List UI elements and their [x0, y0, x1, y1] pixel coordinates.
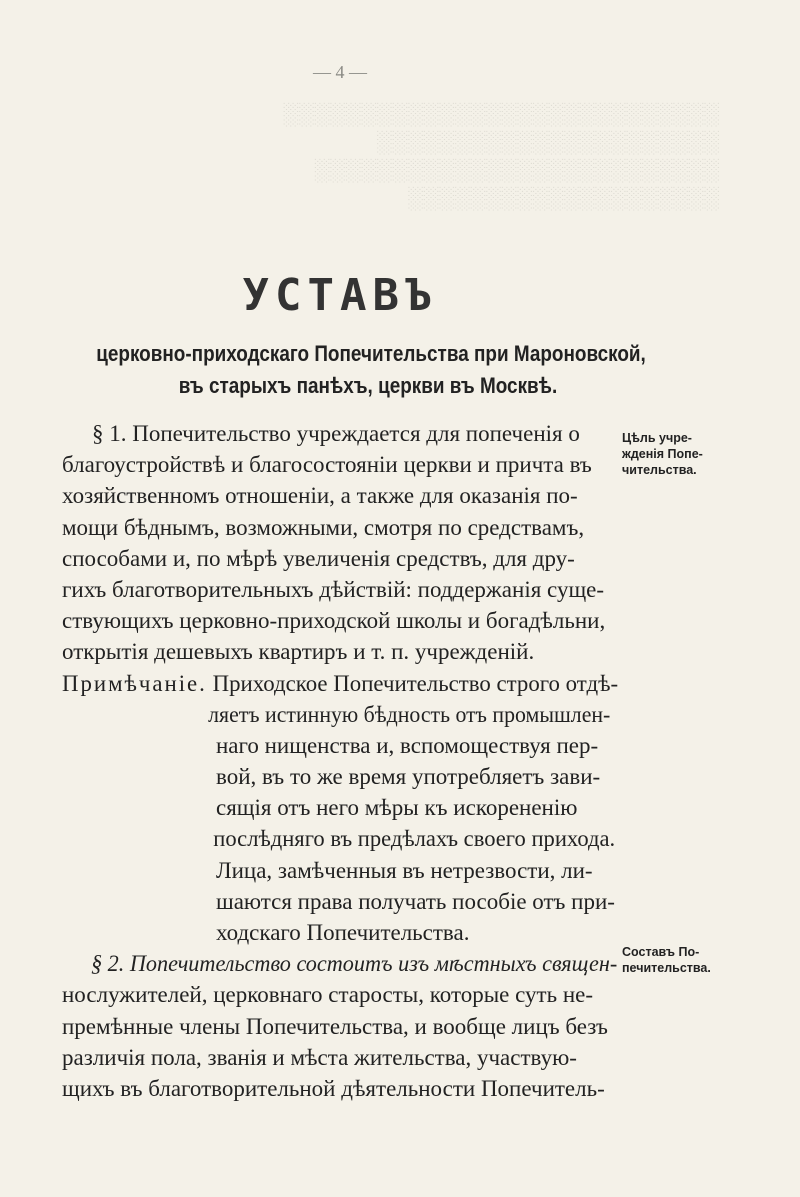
section1-line: ствующихъ церковно-приходской школы и богадѣльни,: [62, 608, 606, 634]
section2-line: § 2. Попечительство состоитъ изъ мѣстныхъ священ-: [90, 951, 618, 977]
note-first-line: [62, 668, 619, 699]
subtitle-line: церковно-приходскаго Попечительства при Мароновской,: [96, 341, 646, 366]
document-title: УСТАВЪ: [242, 270, 438, 321]
margin-note-composition: [622, 944, 722, 976]
subtitle-line: въ старыхъ панѣхъ, церкви въ Москвѣ.: [178, 373, 558, 398]
section1-line: мощи бѣднымъ, возможными, смотря по средствамъ,: [62, 514, 585, 540]
section2-line: щихъ въ благотворительной дѣятельности Попечитель-: [62, 1075, 605, 1101]
note-label: Примѣчаніе.: [62, 670, 207, 696]
section1-line: способами и, по мѣрѣ увеличенія средствъ, для дру-: [62, 545, 575, 571]
section1-line: § 1. Попечительство учреждается для попеченія о: [92, 421, 580, 446]
document-body: [62, 418, 618, 1104]
note-line: наго нищенства и, вспомоществуя пер-: [216, 732, 599, 758]
note-line: сящія отъ него мѣры къ искорененію: [216, 795, 578, 821]
note-line: ходскаго Попечительства.: [216, 920, 470, 945]
section2-line: различія пола, званія и мѣста жительства, участвую-: [62, 1044, 577, 1070]
document-subtitle: [96, 338, 646, 402]
margin-note-line: печительства.: [622, 961, 711, 975]
note-line: вой, въ то же время употребляетъ зави-: [216, 764, 601, 790]
note-line: Приходское Попечительство строго отдѣ-: [212, 670, 619, 696]
margin-note-line: чительства.: [622, 463, 697, 477]
note-line: послѣдняго въ предѣлахъ своего прихода.: [213, 826, 616, 852]
margin-note-line: Цѣль учре-: [622, 431, 692, 445]
note-line: Лица, замѣченныя въ нетрезвости, ли-: [216, 857, 593, 883]
section2-line: премѣнные члены Попечительства, и вообще лицъ безъ: [62, 1013, 608, 1039]
margin-note-purpose: [622, 430, 722, 478]
bleed-through-texture: ░░░░░░░░░░░░░░░░░░░░░░░░░░░░ ░░░░░░░░░░░░░░░░░░░░░░ ░░░░░░░░░░░░░░░░░░░░░░░░░░ ░░░░░░░░░░░░░░░░░░░░: [283, 101, 720, 210]
note-line: шаются права получать пособіе отъ при-: [216, 888, 615, 914]
section1-line: хозяйственномъ отношеніи, а также для оказанія по-: [62, 483, 578, 509]
section1-line: гихъ благотворительныхъ дѣйствій: поддержанія суще-: [62, 576, 605, 602]
section1-line: открытія дешевыхъ квартиръ и т. п. учрежденій.: [62, 639, 535, 665]
page-number: — 4 —: [313, 62, 367, 82]
section1-line: благоустройствѣ и благосостояніи церкви и причта въ: [62, 452, 592, 478]
note-line: ляетъ истинную бѣдность отъ промышлен-: [208, 701, 611, 727]
margin-note-line: Составъ По-: [622, 945, 700, 959]
margin-note-line: жденія Попе-: [622, 447, 703, 461]
section2-line: нослужителей, церковнаго старосты, которые суть не-: [62, 982, 593, 1008]
